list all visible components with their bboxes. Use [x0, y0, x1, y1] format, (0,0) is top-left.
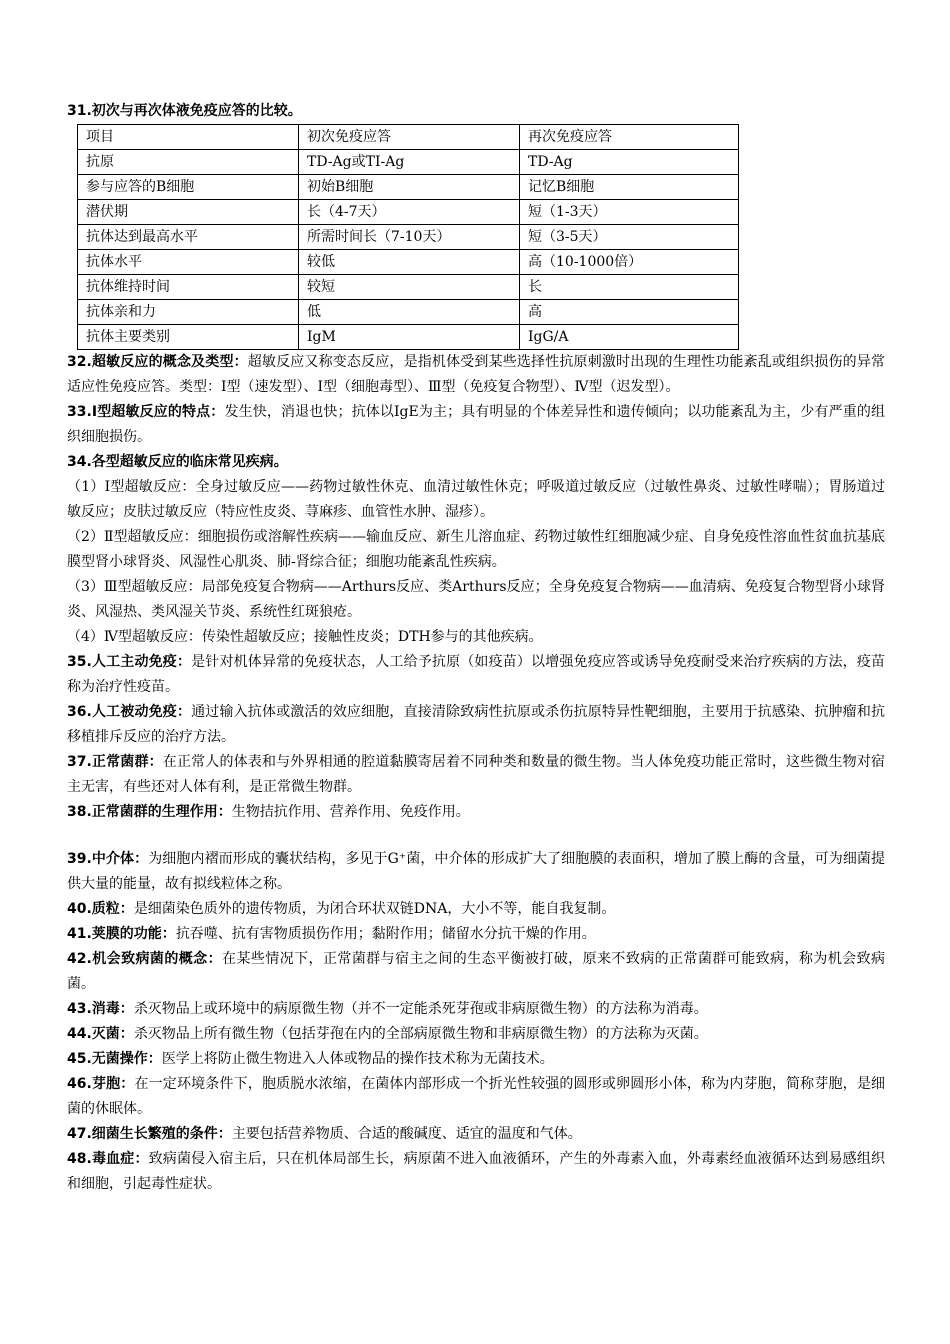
table-cell: 抗体亲和力: [78, 300, 299, 325]
definition-text: 在一定环境条件下，胞质脱水浓缩，在菌体内部形成一个折光性较强的圆形或卵圆形小体，称为内芽胞，简称芽胞，是细菌的休眠体。: [67, 1076, 885, 1117]
table-cell: 项目: [78, 125, 299, 150]
table-header-row: [78, 125, 739, 150]
table-cell: TD-Ag或TI-Ag: [299, 150, 520, 175]
table-cell: 初次免疫应答: [299, 125, 520, 150]
table-cell: 抗体主要类别: [78, 325, 299, 350]
subitem: （4）Ⅳ型超敏反应：传染性超敏反应；接触性皮炎；DTH参与的其他疾病。: [67, 629, 543, 645]
table-row: [78, 250, 739, 275]
table-cell: 抗体水平: [78, 250, 299, 275]
comparison-table: [77, 124, 739, 350]
definition-item: [67, 700, 885, 750]
definition-text: 通过输入抗体或激活的效应细胞，直接清除致病性抗原或杀伤抗原特异性靶细胞，主要用于抗感染、抗肿瘤和抗移植排斥反应的治疗方法。: [67, 704, 885, 745]
table-cell: 低: [299, 300, 520, 325]
definition-term: 43.消毒：: [67, 1001, 134, 1017]
definition-text: 抗吞噬、抗有害物质损伤作用；黏附作用；储留水分抗干燥的作用。: [175, 926, 596, 942]
definition-item: [67, 800, 885, 825]
definition-text: 主要包括营养物质、合适的酸碱度、适宜的温度和气体。: [231, 1126, 582, 1142]
table-cell: 抗体达到最高水平: [78, 225, 299, 250]
table-cell: 高: [520, 300, 739, 325]
table-row: [78, 150, 739, 175]
heading-31: 31.初次与再次体液免疫应答的比较。: [67, 103, 302, 119]
table-row: [78, 175, 739, 200]
definition-term: 45.无菌操作：: [67, 1051, 162, 1067]
definition-term: 33.Ⅰ型超敏反应的特点：: [67, 404, 225, 420]
definition-text: 在某些情况下，正常菌群与宿主之间的生态平衡被打破，原来不致病的正常菌群可能致病，称为机会致病菌。: [67, 951, 886, 992]
definition-item: [67, 1022, 885, 1047]
table-cell: 较短: [299, 275, 520, 300]
definition-text: 是针对机体异常的免疫状态，人工给予抗原（如疫苗）以增强免疫应答或诱导免疫耐受来治疗疾病的方法，疫苗称为治疗性疫苗。: [67, 654, 885, 695]
definition-term: 40.质粒：: [67, 901, 134, 917]
definition-item: [67, 1047, 885, 1072]
definition-text: 生物拮抗作用、营养作用、免疫作用。: [231, 804, 470, 820]
table-cell: 再次免疫应答: [520, 125, 739, 150]
definition-term: 38.正常菌群的生理作用：: [67, 804, 232, 820]
table-row: [78, 275, 739, 300]
definition-text: 为细胞内褶而形成的囊状结构，多见于G⁺菌，中介体的形成扩大了细胞膜的表面积，增加了膜上酶的含量，可为细菌提供大量的能量，故有拟线粒体之称。: [67, 851, 885, 892]
definition-term: 34.各型超敏反应的临床常见疾病。: [67, 454, 288, 470]
definition-term: 48.毒血症：: [67, 1151, 149, 1167]
definition-item: [67, 650, 885, 700]
definition-item: [67, 450, 885, 475]
table-cell: TD-Ag: [520, 150, 739, 175]
definition-term: 32.超敏反应的概念及类型：: [67, 354, 248, 370]
table-cell: 抗体维持时间: [78, 275, 299, 300]
table-cell: 长: [520, 275, 739, 300]
table-cell: 初始B细胞: [299, 175, 520, 200]
definition-item: [67, 1147, 885, 1197]
table-row: [78, 325, 739, 350]
definition-term: 44.灭菌：: [67, 1026, 134, 1042]
table-cell: IgG/A: [520, 325, 739, 350]
subitem: （1）Ⅰ型超敏反应：全身过敏反应——药物过敏性休克、血清过敏性休克；呼吸道过敏反应（过敏性鼻炎、过敏性哮喘）；胃肠道过敏反应；皮肤过敏反应（特应性皮炎、荨麻疹、血管性水肿、湿疹）。: [67, 479, 885, 520]
table-cell: 抗原: [78, 150, 299, 175]
definition-term: 37.正常菌群：: [67, 754, 163, 770]
definition-text: 超敏反应又称变态反应，是指机体受到某些选择性抗原刺激时出现的生理性功能紊乱或组织损伤的异常适应性免疫应答。类型：Ⅰ型（速发型）、Ⅰ型（细胞毒型）、Ⅲ型（免疫复合物型）、Ⅳ型（迟发型）。: [67, 354, 885, 395]
table-cell: 记忆B细胞: [520, 175, 739, 200]
document-page: [67, 98, 885, 1197]
blank-gap: [67, 825, 885, 847]
definition-item: [67, 847, 885, 897]
definition-text: 致病菌侵入宿主后，只在机体局部生长，病原菌不进入血液循环，产生的外毒素入血，外毒素经血液循环达到易感组织和细胞，引起毒性症状。: [67, 1151, 885, 1192]
definition-term: 46.芽胞：: [67, 1076, 135, 1092]
table-cell: 短（3-5天）: [520, 225, 739, 250]
table-row: [78, 200, 739, 225]
definition-item: [67, 947, 885, 997]
definition-item: [67, 897, 885, 922]
subitem: （2）Ⅱ型超敏反应：细胞损伤或溶解性疾病——输血反应、新生儿溶血症、药物过敏性红细胞减少症、自身免疫性溶血性贫血抗基底膜型肾小球肾炎、风湿性心肌炎、肺-肾综合征；细胞功能紊乱性疾病。: [67, 529, 885, 570]
definition-text: 是细菌染色质外的遗传物质，为闭合环状双链DNA，大小不等，能自我复制。: [133, 901, 616, 917]
definition-term: 35.人工主动免疫：: [67, 654, 192, 670]
table-cell: 所需时间长（7-10天）: [299, 225, 520, 250]
table-cell: 高（10-1000倍）: [520, 250, 739, 275]
definition-term: 47.细菌生长繁殖的条件：: [67, 1126, 232, 1142]
definition-item: [67, 350, 885, 400]
table-row: [78, 225, 739, 250]
definition-item: [67, 997, 885, 1022]
table-cell: 短（1-3天）: [520, 200, 739, 225]
table-cell: 潜伏期: [78, 200, 299, 225]
definition-term: 41.荚膜的功能：: [67, 926, 176, 942]
definition-item: [67, 1122, 885, 1147]
table-cell: 参与应答的B细胞: [78, 175, 299, 200]
definition-text: 医学上将防止微生物进入人体或物品的操作技术称为无菌技术。: [161, 1051, 554, 1067]
definition-item: [67, 922, 885, 947]
definition-item: [67, 750, 885, 800]
definition-term: 36.人工被动免疫：: [67, 704, 192, 720]
table-cell: IgM: [299, 325, 520, 350]
definition-text: 发生快，消退也快；抗体以IgE为主；具有明显的个体差异性和遗传倾向；以功能紊乱为主，少有严重的组织细胞损伤。: [67, 404, 885, 445]
definition-text: 在正常人的体表和与外界相通的腔道黏膜寄居着不同种类和数量的微生物。当人体免疫功能正常时，这些微生物对宿主无害，有些还对人体有利，是正常微生物群。: [67, 754, 885, 795]
definition-text: 杀灭物品上所有微生物（包括芽孢在内的全部病原微生物和非病原微生物）的方法称为灭菌。: [133, 1026, 708, 1042]
definition-item: [67, 1072, 885, 1122]
table-cell: 长（4-7天）: [299, 200, 520, 225]
definition-term: 39.中介体：: [67, 851, 149, 867]
definition-text: 杀灭物品上或环境中的病原微生物（并不一定能杀死芽孢或非病原微生物）的方法称为消毒。: [133, 1001, 708, 1017]
definition-item: [67, 400, 885, 450]
table-row: [78, 300, 739, 325]
table-cell: 较低: [299, 250, 520, 275]
definition-term: 42.机会致病菌的概念：: [67, 951, 223, 967]
subitem: （3）Ⅲ型超敏反应：局部免疫复合物病——Arthurs反应、类Arthurs反应；全身免疫复合物病——血清病、免疫复合物型肾小球肾炎、风湿热、类风湿关节炎、系统性红斑狼疮。: [67, 579, 885, 620]
